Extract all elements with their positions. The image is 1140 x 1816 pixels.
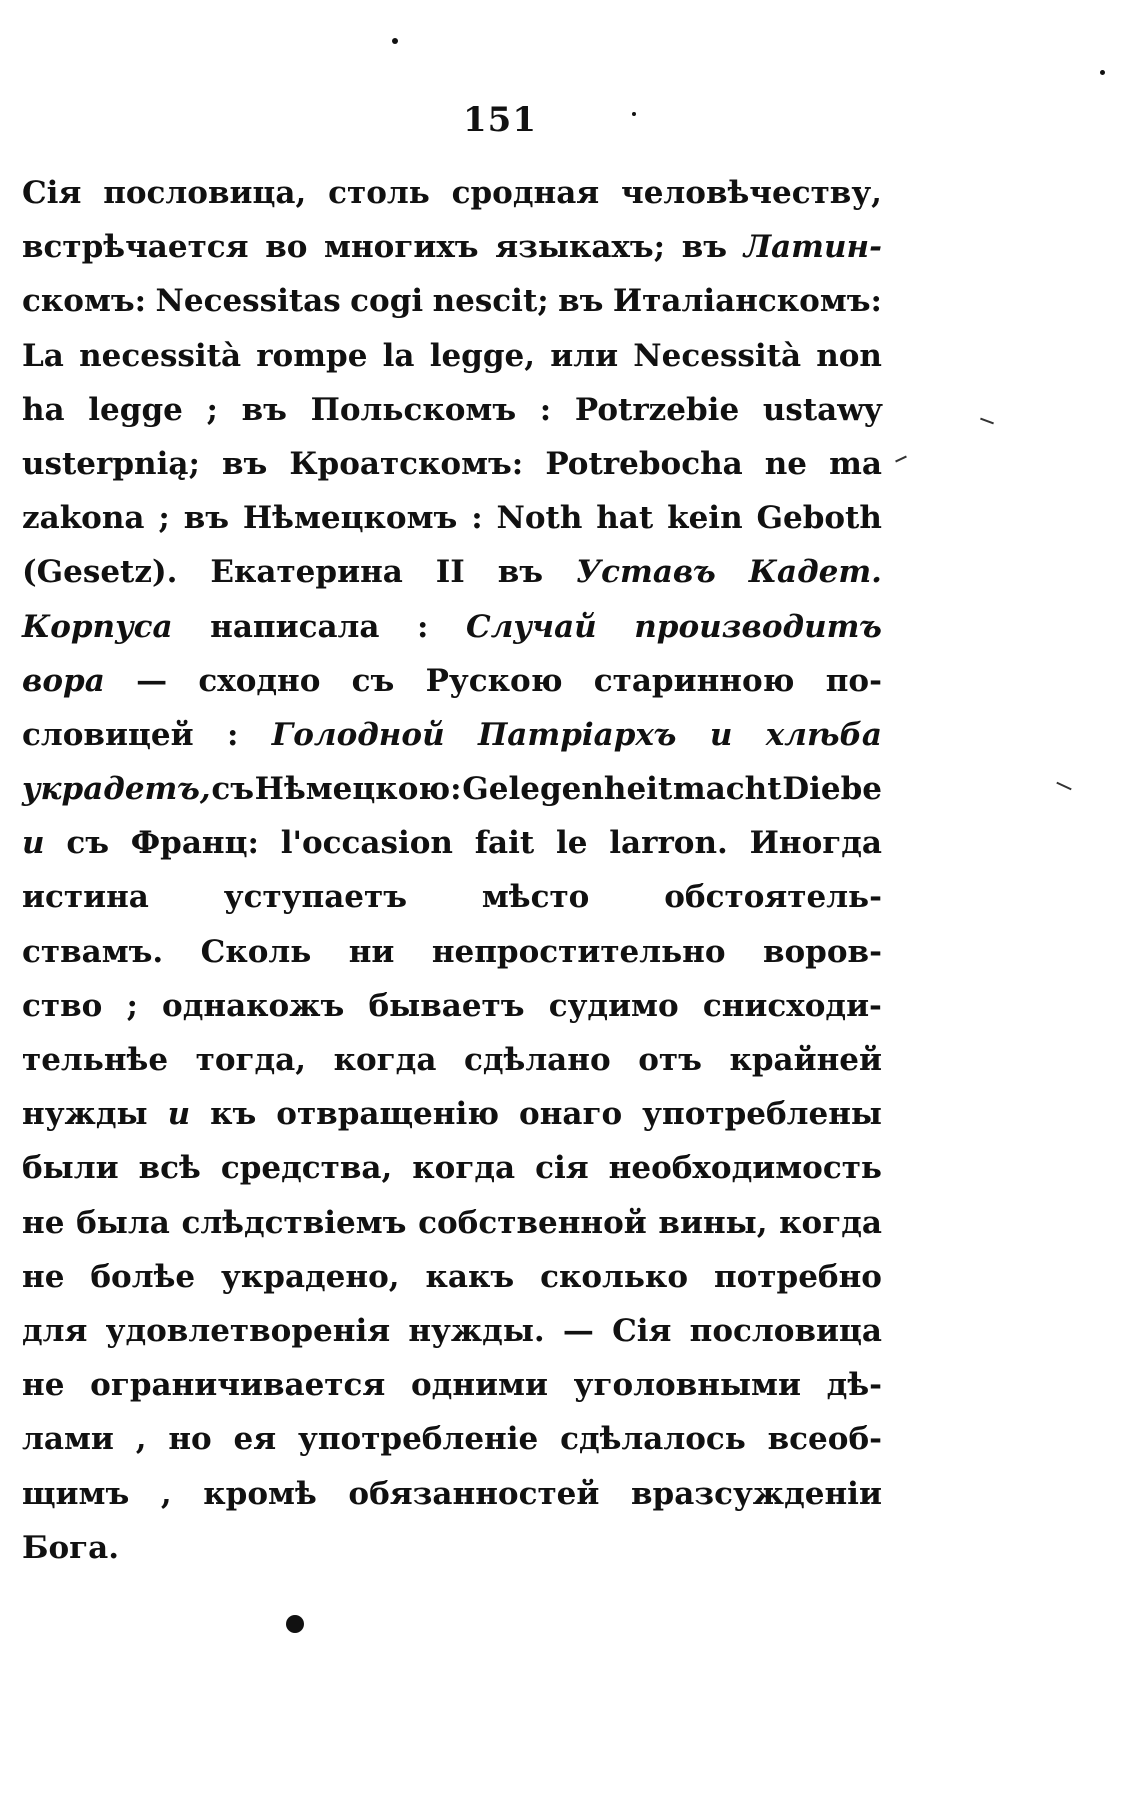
word: какъ xyxy=(425,1258,515,1295)
text-line xyxy=(22,1367,882,1421)
word: уголовными xyxy=(573,1367,801,1404)
word: Иногда xyxy=(749,825,882,862)
word: : xyxy=(417,608,429,645)
word: : xyxy=(226,716,239,753)
word: ея xyxy=(233,1421,277,1458)
word: l'occasion xyxy=(280,825,453,862)
word: нужды xyxy=(22,1096,148,1133)
word: отвращенію xyxy=(276,1096,500,1133)
word: сія xyxy=(535,1150,589,1187)
stray-mark xyxy=(1056,782,1071,791)
word: не xyxy=(22,1204,65,1241)
word: сходно xyxy=(198,662,321,699)
ink-speck xyxy=(632,112,636,116)
word: бываетъ xyxy=(368,987,525,1024)
word: Potrzebie xyxy=(574,391,740,428)
word: fait xyxy=(474,825,535,862)
word: Екатерина xyxy=(210,554,403,591)
word: Италіанскомъ: xyxy=(612,283,882,320)
word: многихъ xyxy=(324,229,479,266)
word: дѣ- xyxy=(826,1367,882,1404)
word: La xyxy=(22,337,64,374)
word: Голодной xyxy=(271,716,445,753)
word: сколько xyxy=(540,1258,688,1295)
word: не xyxy=(22,1258,65,1295)
word: Нѣмецкомъ xyxy=(242,500,458,537)
word: ствамъ. xyxy=(22,933,164,970)
word: : xyxy=(471,500,483,537)
word: Корпуса xyxy=(22,608,173,645)
word: всѣ xyxy=(138,1150,201,1187)
word: въ xyxy=(221,445,268,482)
word: Necessitas xyxy=(155,283,341,320)
text-line xyxy=(22,663,882,717)
text-line xyxy=(22,825,882,879)
word: ; xyxy=(126,987,138,1024)
word: непростительно xyxy=(431,933,726,970)
text-line xyxy=(22,1530,882,1584)
word: ustawy xyxy=(762,391,882,428)
word: тельнѣе xyxy=(22,1042,169,1078)
word: средства, xyxy=(220,1150,393,1187)
word: крайней xyxy=(729,1042,882,1078)
word: или xyxy=(550,337,619,374)
word: zakona xyxy=(22,500,145,537)
text-line xyxy=(22,1205,882,1259)
word: однакожъ xyxy=(162,987,345,1024)
word: сдѣлалось xyxy=(560,1421,746,1458)
word: по- xyxy=(825,662,882,699)
text-line xyxy=(22,175,882,229)
word: съ xyxy=(66,825,109,862)
word: и xyxy=(167,1096,191,1133)
text-line xyxy=(22,879,882,933)
word: hat xyxy=(596,500,654,537)
page-number: 151 xyxy=(463,100,537,140)
word: ; xyxy=(158,500,170,537)
word: вины, xyxy=(658,1204,768,1241)
word: потребно xyxy=(713,1258,882,1295)
word: nescit; xyxy=(432,283,549,320)
text-line xyxy=(22,1313,882,1367)
word: кромѣ xyxy=(203,1475,317,1512)
word: — xyxy=(136,662,168,699)
word: Potrebocha xyxy=(545,445,743,482)
word: пословица, xyxy=(103,175,307,211)
word: удовлетворенія xyxy=(105,1312,391,1349)
word: ограничивается xyxy=(90,1367,386,1404)
word: legge xyxy=(88,391,183,428)
word: сдѣлано xyxy=(463,1042,611,1078)
word: usterpnią; xyxy=(22,445,200,482)
word: сродная xyxy=(451,175,600,211)
word: Сія xyxy=(612,1312,672,1349)
word: Diebe xyxy=(782,771,882,808)
word: и xyxy=(709,716,733,753)
word: судимо xyxy=(548,987,679,1024)
word: одними xyxy=(411,1367,548,1404)
word: necessità xyxy=(79,337,242,374)
text-line xyxy=(22,609,882,663)
word: Кроатскомъ: xyxy=(289,445,524,482)
word: въ xyxy=(681,229,728,266)
word: снисходи- xyxy=(702,987,882,1024)
word: macht xyxy=(672,771,782,808)
word: производитъ xyxy=(634,608,882,645)
word: обстоятель- xyxy=(664,879,882,916)
word: Латин- xyxy=(743,229,882,266)
word: ни xyxy=(348,933,395,970)
text-line xyxy=(22,500,882,554)
word: встрѣчается xyxy=(22,229,249,266)
word: онаго xyxy=(519,1096,623,1133)
word: и xyxy=(22,825,45,862)
text-line xyxy=(22,392,882,446)
text-line xyxy=(22,1259,882,1313)
word: написала xyxy=(210,608,380,645)
word: Франц: xyxy=(130,825,259,862)
word: языкахъ; xyxy=(495,229,666,266)
word: украдено, xyxy=(221,1258,400,1295)
word: съ xyxy=(351,662,395,699)
word: лами xyxy=(22,1421,114,1458)
word: употребленіе xyxy=(297,1421,539,1458)
word: не xyxy=(22,1367,65,1404)
word: когда xyxy=(779,1204,882,1241)
word: Рускою xyxy=(425,662,563,699)
word: вора xyxy=(22,662,105,699)
word: : xyxy=(539,391,552,428)
word: употреблены xyxy=(642,1096,882,1133)
ink-speck xyxy=(392,38,398,44)
word: когда xyxy=(412,1150,516,1187)
word: истина xyxy=(22,879,149,916)
word: скомъ: xyxy=(22,283,147,320)
word: II xyxy=(435,554,465,591)
word: необходимость xyxy=(608,1150,882,1187)
word: legge, xyxy=(429,337,536,374)
word: la xyxy=(382,337,415,374)
word: Сія xyxy=(22,175,82,211)
word: щимъ xyxy=(22,1475,130,1512)
word: kein xyxy=(667,500,743,537)
word: нужды. xyxy=(408,1312,545,1349)
word: Польскомъ xyxy=(310,391,517,428)
word: Кадет. xyxy=(748,554,882,591)
word: Gelegenheit xyxy=(462,771,673,808)
word: non xyxy=(816,337,882,374)
word: въ xyxy=(497,554,544,591)
word: старинною xyxy=(593,662,795,699)
word: вразсужденіи xyxy=(631,1475,882,1512)
word: Noth xyxy=(496,500,583,537)
stray-mark xyxy=(895,456,907,463)
word: Бога. xyxy=(22,1529,120,1566)
word: когда xyxy=(333,1042,437,1078)
word: тогда, xyxy=(195,1042,307,1078)
word: , xyxy=(135,1421,147,1458)
word: Нѣмецкою: xyxy=(254,771,462,808)
word: столь xyxy=(328,175,430,211)
word: ство xyxy=(22,987,103,1024)
word: Уставъ xyxy=(576,554,716,591)
word: larron. xyxy=(609,825,728,862)
ink-speck xyxy=(1100,70,1105,75)
word: Патріархъ xyxy=(478,716,677,753)
word: ma xyxy=(829,445,882,482)
word: мѣсто xyxy=(481,879,590,916)
word: rompe xyxy=(256,337,368,374)
word: — xyxy=(562,1312,594,1349)
word: ha xyxy=(22,391,65,428)
word: обязанностей xyxy=(348,1475,600,1512)
word: украдетъ, xyxy=(22,771,211,808)
text-line xyxy=(22,1421,882,1475)
word: въ xyxy=(183,500,230,537)
word: пословица xyxy=(689,1312,882,1349)
word: Necessità xyxy=(633,337,802,374)
word: (Gesetz). xyxy=(22,554,178,591)
word: отъ xyxy=(638,1042,702,1078)
text-line xyxy=(22,934,882,988)
word: всеоб- xyxy=(767,1421,882,1458)
word: le xyxy=(556,825,588,862)
text-line xyxy=(22,988,882,1042)
text-line xyxy=(22,1096,882,1150)
text-line xyxy=(22,1042,882,1096)
text-line xyxy=(22,771,882,825)
text-line xyxy=(22,229,882,283)
word: хлѣба xyxy=(765,716,882,753)
word: съ xyxy=(211,771,255,808)
text-line xyxy=(22,554,882,608)
word: во xyxy=(265,229,308,266)
word: cogi xyxy=(350,283,424,320)
text-line xyxy=(22,1476,882,1530)
word: но xyxy=(168,1421,212,1458)
text-line xyxy=(22,338,882,392)
word: человѣчеству, xyxy=(621,175,882,211)
ink-speck xyxy=(286,1615,304,1633)
word: , xyxy=(160,1475,172,1512)
word: къ xyxy=(210,1096,257,1133)
word: были xyxy=(22,1150,119,1187)
text-line xyxy=(22,1150,882,1204)
text-line xyxy=(22,446,882,500)
text-line xyxy=(22,717,882,771)
word: Случай xyxy=(466,608,597,645)
word: въ xyxy=(241,391,287,428)
word: Geboth xyxy=(756,500,882,537)
word: Сколь xyxy=(200,933,312,970)
word: воров- xyxy=(762,933,882,970)
word: ne xyxy=(764,445,808,482)
word: въ xyxy=(558,283,604,320)
word: слѣдствіемъ xyxy=(181,1204,407,1241)
word: уступаетъ xyxy=(223,879,407,916)
word: ; xyxy=(206,391,218,428)
stray-mark xyxy=(980,418,994,425)
body-text xyxy=(22,175,882,1584)
word: собственной xyxy=(418,1204,647,1241)
word: была xyxy=(76,1204,170,1241)
word: для xyxy=(22,1312,88,1349)
word: болѣе xyxy=(90,1258,196,1295)
text-line xyxy=(22,283,882,337)
word: словицей xyxy=(22,716,194,753)
